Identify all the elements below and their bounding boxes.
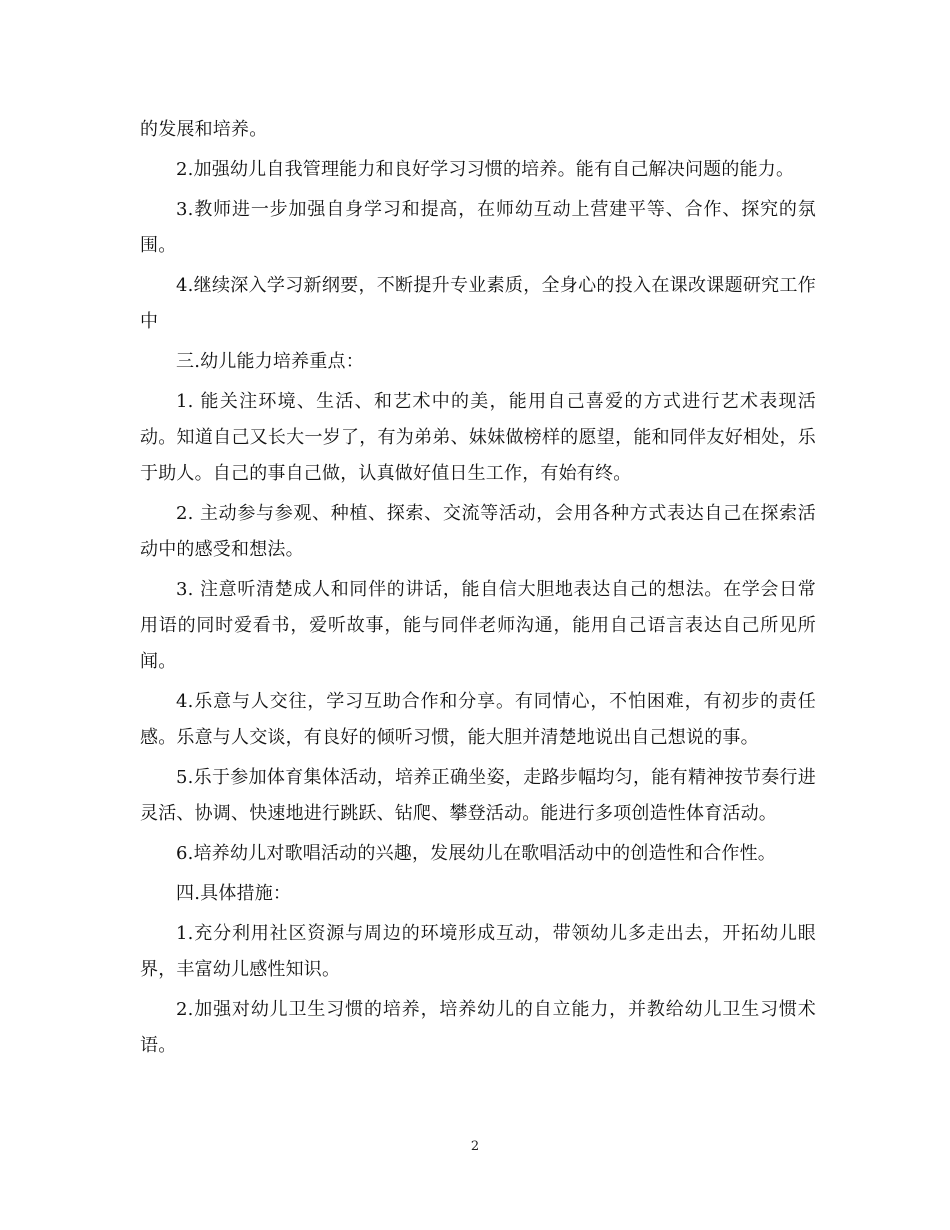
paragraph-item-2-self-management: 2.加强幼儿自我管理能力和良好学习习惯的培养。能有自己解决问题的能力。: [176, 159, 795, 180]
paragraph-continuation: 的发展和培养。: [140, 119, 268, 140]
paragraph-measure-2-hygiene: 2.加强对幼儿卫生习惯的培养，培养幼儿的自立能力，并教给幼儿卫生习惯术语。: [140, 999, 816, 1056]
paragraph-focus-5-sports: 5.乐于参加体育集体活动，培养正确坐姿，走路步幅均匀，能有精神按节奏行进灵活、协调、快速地进行跳跃、钻爬、攀登活动。能进行多项创造性体育活动。: [140, 767, 816, 824]
document-body: [140, 112, 816, 1068]
paragraph-focus-4-social: 4.乐意与人交往，学习互助合作和分享。有同情心，不怕困难，有初步的责任感。乐意与人交谈，有良好的倾听习惯，能大胆并清楚地说出自己想说的事。: [140, 691, 816, 748]
paragraph-item-3-teacher-learning: 3.教师进一步加强自身学习和提高，在师幼互动上营建平等、合作、探究的氛围。: [140, 199, 816, 256]
paragraph-focus-3-language: 3. 注意听清楚成人和同伴的讲话，能自信大胆地表达自己的想法。在学会日常用语的同时爱看书，爱听故事，能与同伴老师沟通，能用自己语言表达自己所见所闻。: [140, 579, 816, 672]
page-number: 2: [470, 1139, 480, 1154]
paragraph-focus-6-singing: 6.培养幼儿对歌唱活动的兴趣，发展幼儿在歌唱活动中的创造性和合作性。: [176, 843, 776, 864]
paragraph-item-4-new-outline: 4.继续深入学习新纲要，不断提升专业素质，全身心的投入在课改课题研究工作中: [140, 275, 816, 332]
paragraph-focus-1-art: 1. 能关注环境、生活、和艺术中的美，能用自己喜爱的方式进行艺术表现活动。知道自己又长大一岁了，有为弟弟、妹妹做榜样的愿望，能和同伴友好相处，乐于助人。自己的事自己做，认真做好值日生工作，有始有终。: [140, 391, 816, 484]
paragraph-measure-1-community: 1.充分利用社区资源与周边的环境形成互动，带领幼儿多走出去，开拓幼儿眼界，丰富幼儿感性知识。: [140, 923, 816, 980]
section-heading-measures: 四.具体措施：: [176, 883, 292, 904]
paragraph-focus-2-exploration: 2. 主动参与参观、种植、探索、交流等活动，会用各种方式表达自己在探索活动中的感受和想法。: [140, 503, 816, 560]
section-heading-ability-focus: 三.幼儿能力培养重点：: [176, 351, 364, 372]
